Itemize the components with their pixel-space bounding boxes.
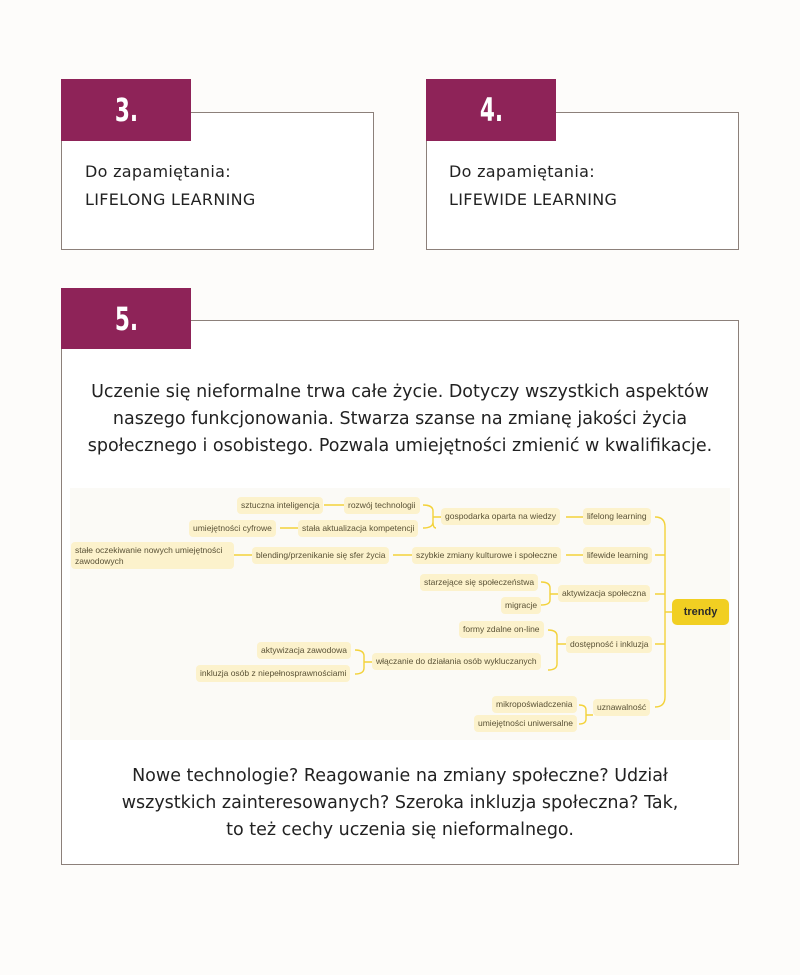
node-blending: blending/przenikanie się sfer życia — [252, 547, 389, 564]
card-3-text — [85, 158, 256, 214]
card-term: LIFEWIDE LEARNING — [449, 190, 618, 209]
outro-paragraph: Nowe technologie? Reagowanie na zmiany społeczne? Udział wszystkich zainteresowanych? Szeroka inkluzja społeczna? Tak, to też cechy uczenia się nieformalnego. — [121, 766, 679, 840]
node-oczekiwanie: stałe oczekiwanie nowych umiejętności zawodowych — [71, 542, 234, 569]
card-4-text — [449, 158, 617, 214]
node-szybkie-zmiany: szybkie zmiany kulturowe i społeczne — [412, 547, 561, 564]
card-term: LIFELONG LEARNING — [85, 190, 256, 209]
node-wlaczanie: włączanie do działania osób wykluczanych — [372, 653, 541, 670]
node-sztuczna-inteligencja: sztuczna inteligencja — [237, 497, 323, 514]
trends-mind-map — [70, 488, 730, 740]
card-5-number-tab — [61, 288, 191, 349]
node-mikroposwiadczenia: mikropoświadczenia — [492, 696, 577, 713]
card-label: Do zapamiętania: — [85, 162, 231, 181]
card-number: 4. — [479, 91, 503, 129]
node-aktywizacja-spoleczna: aktywizacja społeczna — [558, 585, 650, 602]
node-formy-zdalne: formy zdalne on-line — [459, 621, 544, 638]
node-inkluzja: inkluzja osób z niepełnosprawnościami — [196, 665, 350, 682]
node-umiejetnosci-cyfrowe: umiejętności cyfrowe — [189, 520, 276, 537]
node-gospodarka: gospodarka oparta na wiedzy — [441, 508, 560, 525]
node-aktywizacja-zawodowa: aktywizacja zawodowa — [257, 642, 351, 659]
node-aktualizacja-kompetencji: stała aktualizacja kompetencji — [298, 520, 418, 537]
node-migracje: migracje — [501, 597, 541, 614]
node-starzejace: starzejące się społeczeństwa — [420, 574, 538, 591]
card-label: Do zapamiętania: — [449, 162, 595, 181]
intro-paragraph: Uczenie się nieformalne trwa całe życie. Dotyczy wszystkich aspektów naszego funkcjonowania. Stwarza szanse na zmianę jakości życia społecznego i osobistego. Pozwala umiejętności zmienić w kwalifikacje. — [87, 382, 713, 456]
card-number: 5. — [114, 299, 138, 338]
node-umiejetnosci-uniwersalne: umiejętności uniwersalne — [474, 715, 577, 732]
card-4-number-tab — [426, 79, 556, 141]
mind-map-root: trendy — [672, 599, 729, 625]
card-number: 3. — [114, 91, 138, 129]
node-lifelong-learning: lifelong learning — [583, 508, 651, 525]
node-dostepnosc: dostępność i inkluzja — [566, 636, 652, 653]
card-3-number-tab — [61, 79, 191, 141]
node-rozwoj-technologii: rozwój technologii — [344, 497, 420, 514]
node-uznawalnosc: uznawalność — [593, 699, 650, 716]
node-lifewide-learning: lifewide learning — [583, 547, 652, 564]
